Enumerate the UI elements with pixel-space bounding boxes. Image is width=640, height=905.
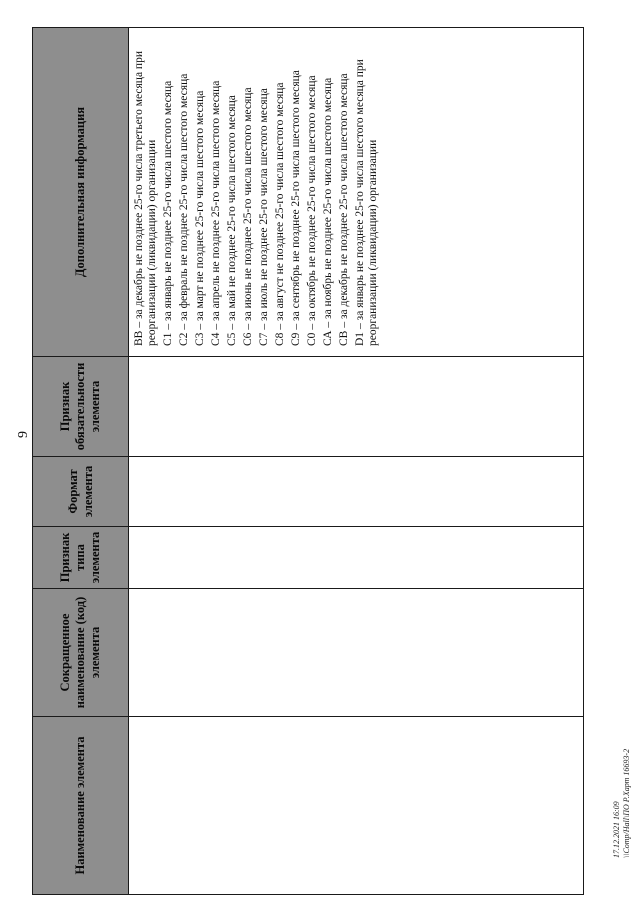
list-item [258, 32, 271, 346]
footer-stamp [612, 718, 632, 858]
period-description: за март не позднее 25-го числа шестого месяца [194, 90, 206, 321]
dash-separator: – [242, 320, 254, 330]
dash-separator: – [354, 320, 366, 329]
dash-separator: – [162, 320, 174, 330]
cell-element-code [129, 589, 584, 717]
list-item [226, 32, 239, 346]
period-code: СВ [338, 330, 350, 346]
period-description: за май не позднее 25-го числа шестого месяца [226, 95, 238, 321]
period-description: за октябрь не позднее 25-го числа шестого месяца [306, 75, 318, 321]
list-item [306, 32, 319, 346]
list-item [242, 32, 255, 346]
dash-separator: – [210, 320, 222, 330]
period-code: С8 [274, 332, 286, 346]
rotated-table-frame [32, 28, 584, 895]
period-description: за декабрь не позднее 25-го числа шестого месяца [338, 73, 350, 320]
period-description: за сентябрь не позднее 25-го числа шестого месяца [290, 70, 302, 321]
period-code: С2 [178, 332, 190, 346]
dash-separator: – [194, 320, 206, 330]
dash-separator: – [290, 320, 302, 330]
dash-separator: – [274, 320, 286, 330]
period-code: СА [322, 330, 334, 346]
footer-timestamp: 17.12.2021 16:09 [612, 801, 621, 858]
element-spec-table [32, 27, 584, 895]
cell-element-format [129, 457, 584, 527]
list-item [338, 32, 351, 346]
period-code: С7 [258, 332, 270, 346]
period-description: за февраль не позднее 25-го числа шестого месяца [178, 73, 190, 321]
list-item [210, 32, 223, 346]
list-item [354, 32, 380, 346]
header-element-format: Формат элемента [33, 457, 129, 527]
cell-element-type [129, 527, 584, 589]
period-code: С5 [226, 332, 238, 346]
dash-separator: – [226, 320, 238, 330]
page-number: 9 [16, 431, 31, 438]
period-description: за апрель не позднее 25-го числа шестого месяца [210, 80, 222, 321]
list-item [194, 32, 207, 346]
period-description: за июль не позднее 25-го числа шестого месяца [258, 88, 270, 321]
header-element-name: Наименование элемента [33, 717, 129, 895]
period-code: С4 [210, 332, 222, 346]
dash-separator: – [322, 318, 334, 328]
period-code: С9 [290, 332, 302, 346]
header-element-code: Сокращенное наименование (код) элемента [33, 589, 129, 717]
period-code: С1 [162, 332, 174, 346]
period-description: за январь не позднее 25-го числа шестого месяца при реорганизации (ликвидации) организации [354, 59, 379, 346]
period-description: за декабрь не позднее 25-го числа третьего месяца при реорганизации (ликвидации) организации [133, 51, 158, 346]
period-description: за июнь не позднее 25-го числа шестого месяца [242, 87, 254, 321]
header-element-type: Признак типа элемента [33, 527, 129, 589]
list-item [290, 32, 303, 346]
table-row [129, 28, 584, 895]
dash-separator: – [306, 320, 318, 330]
cell-element-name [129, 717, 584, 895]
list-item [178, 32, 191, 346]
dash-separator: – [178, 320, 190, 330]
period-code: С0 [306, 332, 318, 346]
dash-separator: – [133, 319, 145, 328]
table-header-row [33, 28, 129, 895]
header-additional-info: Дополнительная информация [33, 28, 129, 357]
list-item [162, 32, 175, 346]
list-item [322, 32, 335, 346]
period-code-list [133, 32, 380, 346]
period-code: D1 [354, 331, 366, 346]
period-code: С3 [194, 332, 206, 346]
period-description: за ноябрь не позднее 25-го числа шестого месяца [322, 77, 334, 319]
dash-separator: – [338, 319, 350, 328]
list-item [133, 32, 159, 346]
cell-additional-info [129, 28, 584, 357]
period-code: С6 [242, 332, 254, 346]
period-code: ВВ [133, 330, 145, 346]
period-description: за январь не позднее 25-го числа шестого месяца [162, 80, 174, 321]
period-description: за август не позднее 25-го числа шестого месяца [274, 82, 286, 321]
cell-element-required [129, 357, 584, 457]
header-element-required: Признак обязательности элемента [33, 357, 129, 457]
footer-file-path: \\Comp/Hall\ПО Р.Харт 16693-2 [622, 748, 631, 858]
dash-separator: – [258, 320, 270, 330]
list-item [274, 32, 287, 346]
